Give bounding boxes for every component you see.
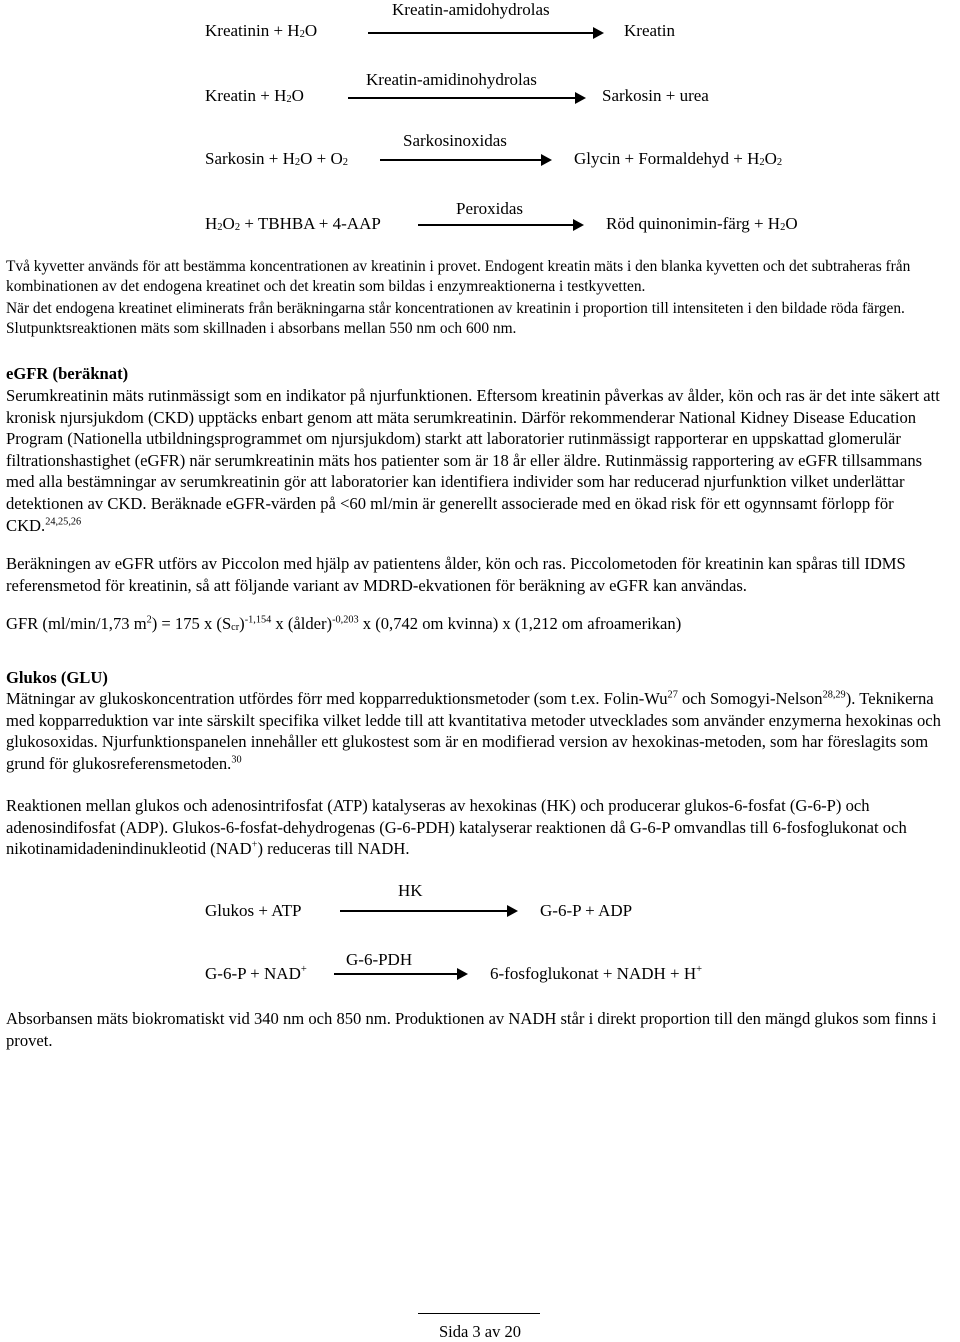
- reaction-1-left: Kreatinin + $H_2O$: [205, 21, 318, 41]
- egfr-formula: GFR (ml/min/1,73 $m^2) = 175$ x $(S_{cr})^{-1,154}$ x (ålder)$^{-0,203}$ x (0,742 om kvinna) x (1,212 om afroamerikan): [6, 614, 682, 634]
- glukos-paragraph-1: Mätningar av glukoskoncentration utfördes förr med kopparreduktionsmetoder (som t.ex. Folin-Wu$^{27}$ och Somogyi-Nelson$^{28,29}$). Teknikerna med kopparreduktion var inte särskilt specifika vilket ledde till att kvantitativa metoder utvecklades som använder enzymerna hexokinas och glukosoxidas. Njurfunktionspanelen innehåller ett glukostest som är en modifierad version av hexokinas-metoden, som har föreslagits som grund för glukosreferensmetoden.$^{30}$: [6, 689, 941, 773]
- reaction-3-arrow: [380, 159, 550, 161]
- footer-divider: [418, 1313, 540, 1314]
- page-number: Sida 3 av 20: [438, 1322, 522, 1341]
- glukos-reaction-2-right: 6-fosfoglukonat + NADH + H+: [490, 964, 703, 983]
- egfr-paragraph-1: Serumkreatinin mäts rutinmässigt som en indikator på njurfunktionen. Eftersom kreatinin påverkas av ålder, kön och ras är det inte säkert att kronisk njursjukdom (CKD) upptäcks enbart genom att mäta serumkreatinin. Därför rekommenderar National Kidney Disease Education Program (Nationella utbildningsprogrammet om njursjukdom) starkt att laboratorier rutinmässigt rapporterar en uppskattad glomerulär filtrationshastighet (eGFR) när serumkreatinin mäts hos patienter som är 18 år eller äldre. Rutinmässig rapportering av eGFR tillsammans med alla bestämningar av serumkreatinin gör att laboratorier kan identifiera individer som har reducerad njurfunktion vilket underlättar detektionen av CKD. Beräknade eGFR-värden på <60 ml/min är generellt associerade med en ökad risk för ett ogynnsamt förlopp för CKD.$^{24,25,26}$: [6, 386, 940, 535]
- glukos-paragraph-3: Absorbansen mäts biokromatiskt vid 340 nm och 850 nm. Produktionen av NADH står i direkt proportion till den mängd glukos som finns i provet.: [6, 1009, 937, 1050]
- reaction-3-right: Glycin + Formaldehyd + $H_2O_2$: [574, 149, 783, 169]
- enzyme-label-kreatin-amidohydrolas: Kreatin-amidohydrolas: [392, 0, 550, 19]
- kreatinin-paragraph-1: Två kyvetter används för att bestämma koncentrationen av kreatinin i provet. Endogent kreatin mäts i den blanka kyvetten och det subtraheras från kombinationen av det endogena kreatinet och det kreatin som bildas i enzymreaktionerna i testkyvetten.: [6, 258, 911, 296]
- enzyme-label-sarkosinoxidas: Sarkosinoxidas: [403, 131, 507, 150]
- reaction-4-left: $H_2O_2$ + TBHBA + 4-AAP: [205, 214, 381, 234]
- enzyme-label-peroxidas: Peroxidas: [456, 199, 524, 218]
- glukos-reaction-2-arrow: [334, 973, 466, 975]
- glukos-reaction-1-arrow: [340, 910, 516, 912]
- reaction-2-right: Sarkosin + urea: [602, 86, 709, 105]
- enzyme-label-hk: HK: [398, 881, 423, 900]
- glukos-reaction-1-left: Glukos + ATP: [205, 901, 302, 920]
- reaction-1-right: Kreatin: [624, 21, 675, 40]
- reaction-3-left: Sarkosin + $H_2O + O_2$: [205, 149, 349, 169]
- reaction-4-right: Röd quinonimin-färg + $H_2O$: [606, 214, 798, 234]
- egfr-heading: eGFR (beräknat): [6, 364, 129, 383]
- glukos-heading: Glukos (GLU): [6, 668, 108, 687]
- glukos-paragraph-2: Reaktionen mellan glukos och adenosintrifosfat (ATP) katalyseras av hexokinas (HK) och producerar glukos-6-fosfat (G-6-P) och adenosindifosfat (ADP). Glukos-6-fosfat-dehydrogenas (G-6-PDH) katalyserar reaktionen då G-6-P omvandlas till 6-fosfoglukonat och nikotinamidadenindinukleotid (NAD+) reduceras till NADH.: [6, 796, 907, 859]
- kreatinin-paragraph-2: När det endogena kreatinet eliminerats från beräkningarna står koncentrationen av kreatinin i proportion till intensiteten i den bildade röda färgen. Slutpunktsreaktionen mäts som skillnaden i absorbans mellan 550 nm och 600 nm.: [6, 300, 905, 338]
- reaction-4-arrow: [418, 224, 582, 226]
- egfr-paragraph-2: Beräkningen av eGFR utförs av Piccolon med hjälp av patientens ålder, kön och ras. Piccolometoden för kreatinin kan spåras till IDMS referensmetod för kreatinin, så att följande variant av MDRD-ekvationen för beräkning av eGFR kan användas.: [6, 554, 906, 595]
- enzyme-label-kreatin-amidinohydrolas: Kreatin-amidinohydrolas: [366, 70, 537, 89]
- reaction-2-arrow: [348, 97, 584, 99]
- enzyme-label-g6pdh: G-6-PDH: [346, 950, 413, 969]
- reaction-2-left: Kreatin + $H_2O$: [205, 86, 304, 106]
- glukos-reaction-2-left: G-6-P + NAD+: [205, 964, 307, 983]
- reaction-1-arrow: [368, 32, 602, 34]
- glukos-reaction-1-right: G-6-P + ADP: [540, 901, 633, 920]
